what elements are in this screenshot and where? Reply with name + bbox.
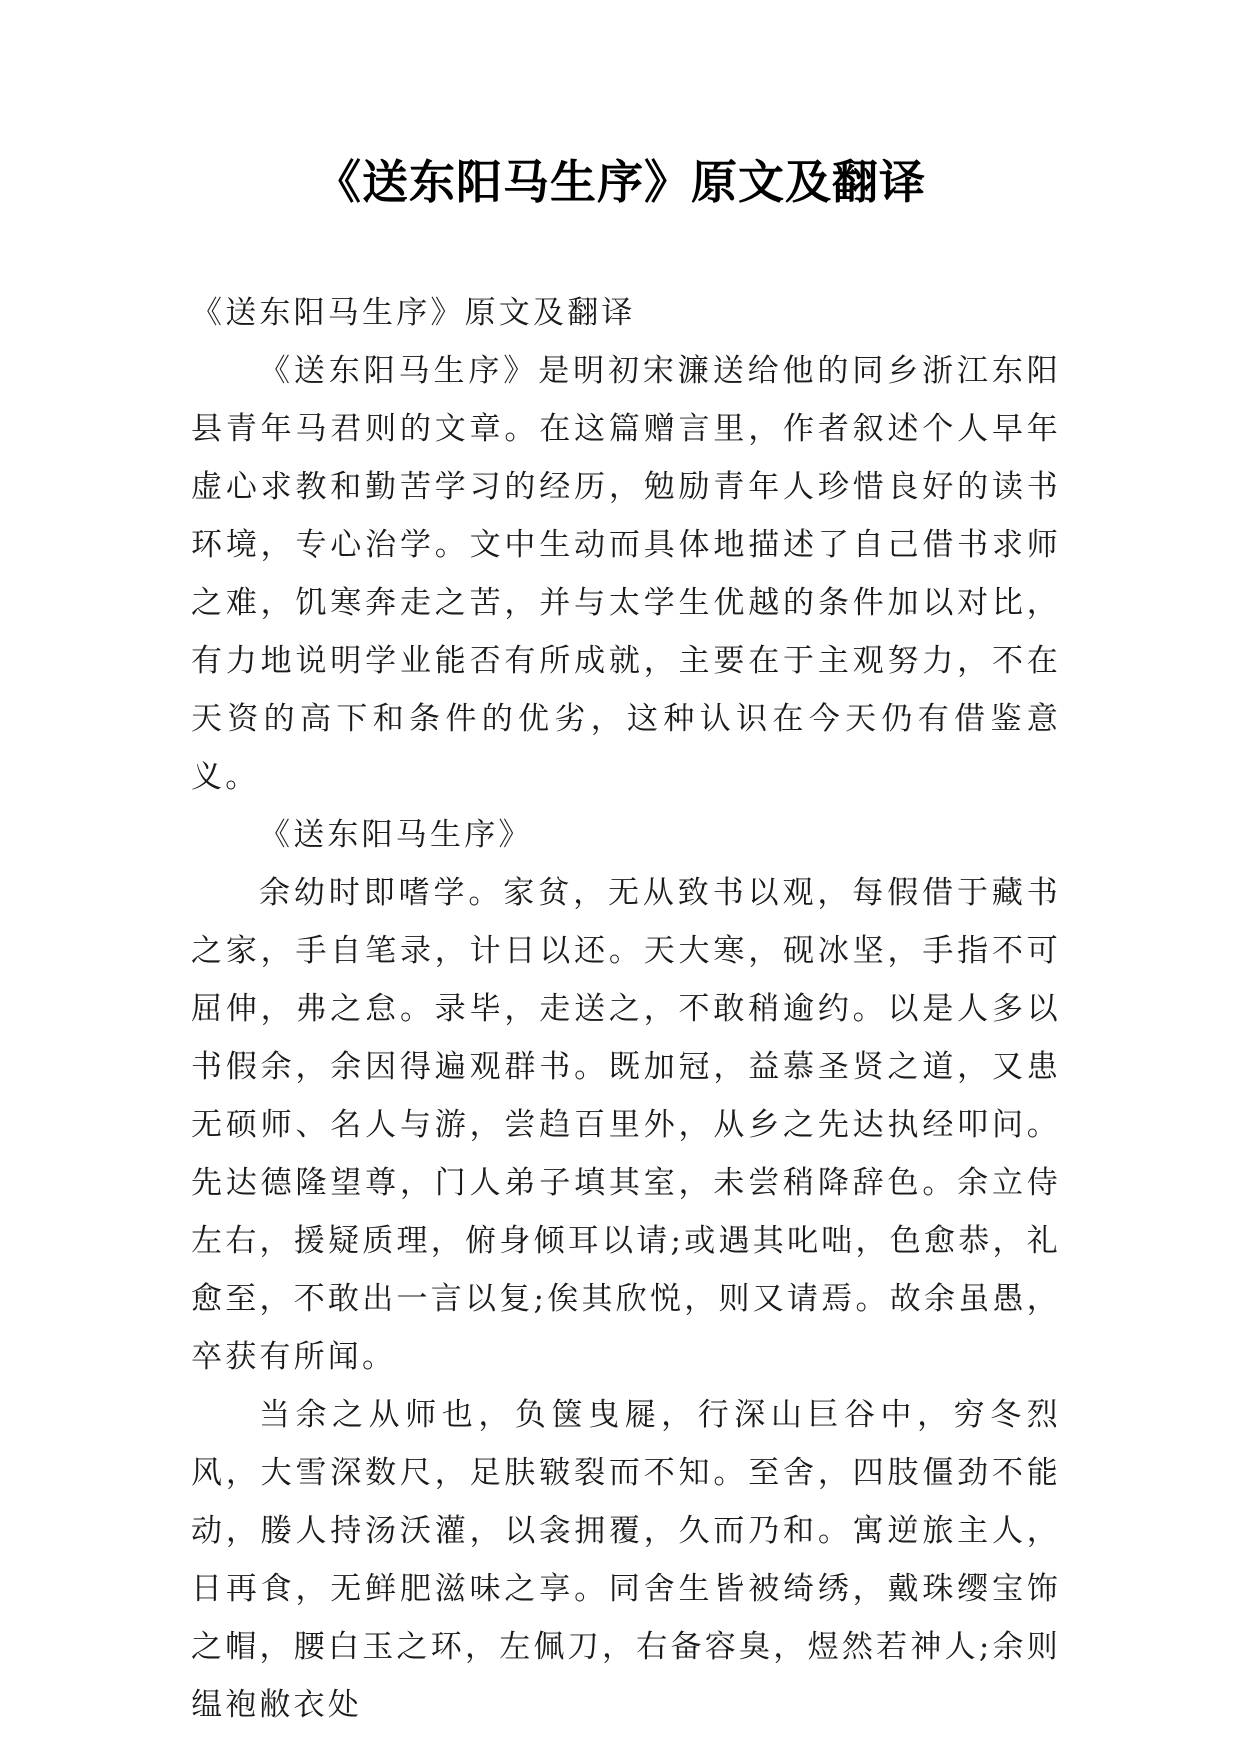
document-body xyxy=(191,284,1061,1734)
text-paragraph-1: 余幼时即嗜学。家贫，无从致书以观，每假借于藏书之家，手自笔录，计日以还。天大寒，砚冰坚，手指不可屈伸，弗之怠。录毕，走送之，不敢稍逾约。以是人多以书假余，余因得遍观群书。既加冠，益慕圣贤之道，又患无硕师、名人与游，尝趋百里外，从乡之先达执经叩问。先达德隆望尊，门人弟子填其室，未尝稍降辞色。余立侍左右，援疑质理，俯身倾耳以请;或遇其叱咄，色愈恭，礼愈至，不敢出一言以复;俟其欣悦，则又请焉。故余虽愚，卒获有所闻。 xyxy=(191,875,1061,1375)
text-paragraph-2: 当余之从师也，负箧曳屣，行深山巨谷中，穷冬烈风，大雪深数尺，足肤皲裂而不知。至舍，四肢僵劲不能动，媵人持汤沃灌，以衾拥覆，久而乃和。寓逆旅主人，日再食，无鲜肥滋味之享。同舍生皆被绮绣，戴珠缨宝饰之帽，腰白玉之环，左佩刀，右备容臭，煜然若神人;余则缊袍敝衣处 xyxy=(191,1397,1061,1723)
document-title: 《送东阳马生序》原文及翻译 xyxy=(315,155,926,209)
heading-line: 《送东阳马生序》原文及翻译 xyxy=(191,295,636,331)
intro-paragraph: 《送东阳马生序》是明初宋濂送给他的同乡浙江东阳县青年马君则的文章。在这篇赠言里，作者叙述个人早年虚心求教和勤苦学习的经历，勉励青年人珍惜良好的读书环境，专心治学。文中生动而具体地描述了自己借书求师之难，饥寒奔走之苦，并与太学生优越的条件加以对比，有力地说明学业能否有所成就，主要在于主观努力，不在天资的高下和条件的优劣，这种认识在今天仍有借鉴意义。 xyxy=(191,353,1061,795)
text-title-line: 《送东阳马生序》 xyxy=(259,817,533,853)
